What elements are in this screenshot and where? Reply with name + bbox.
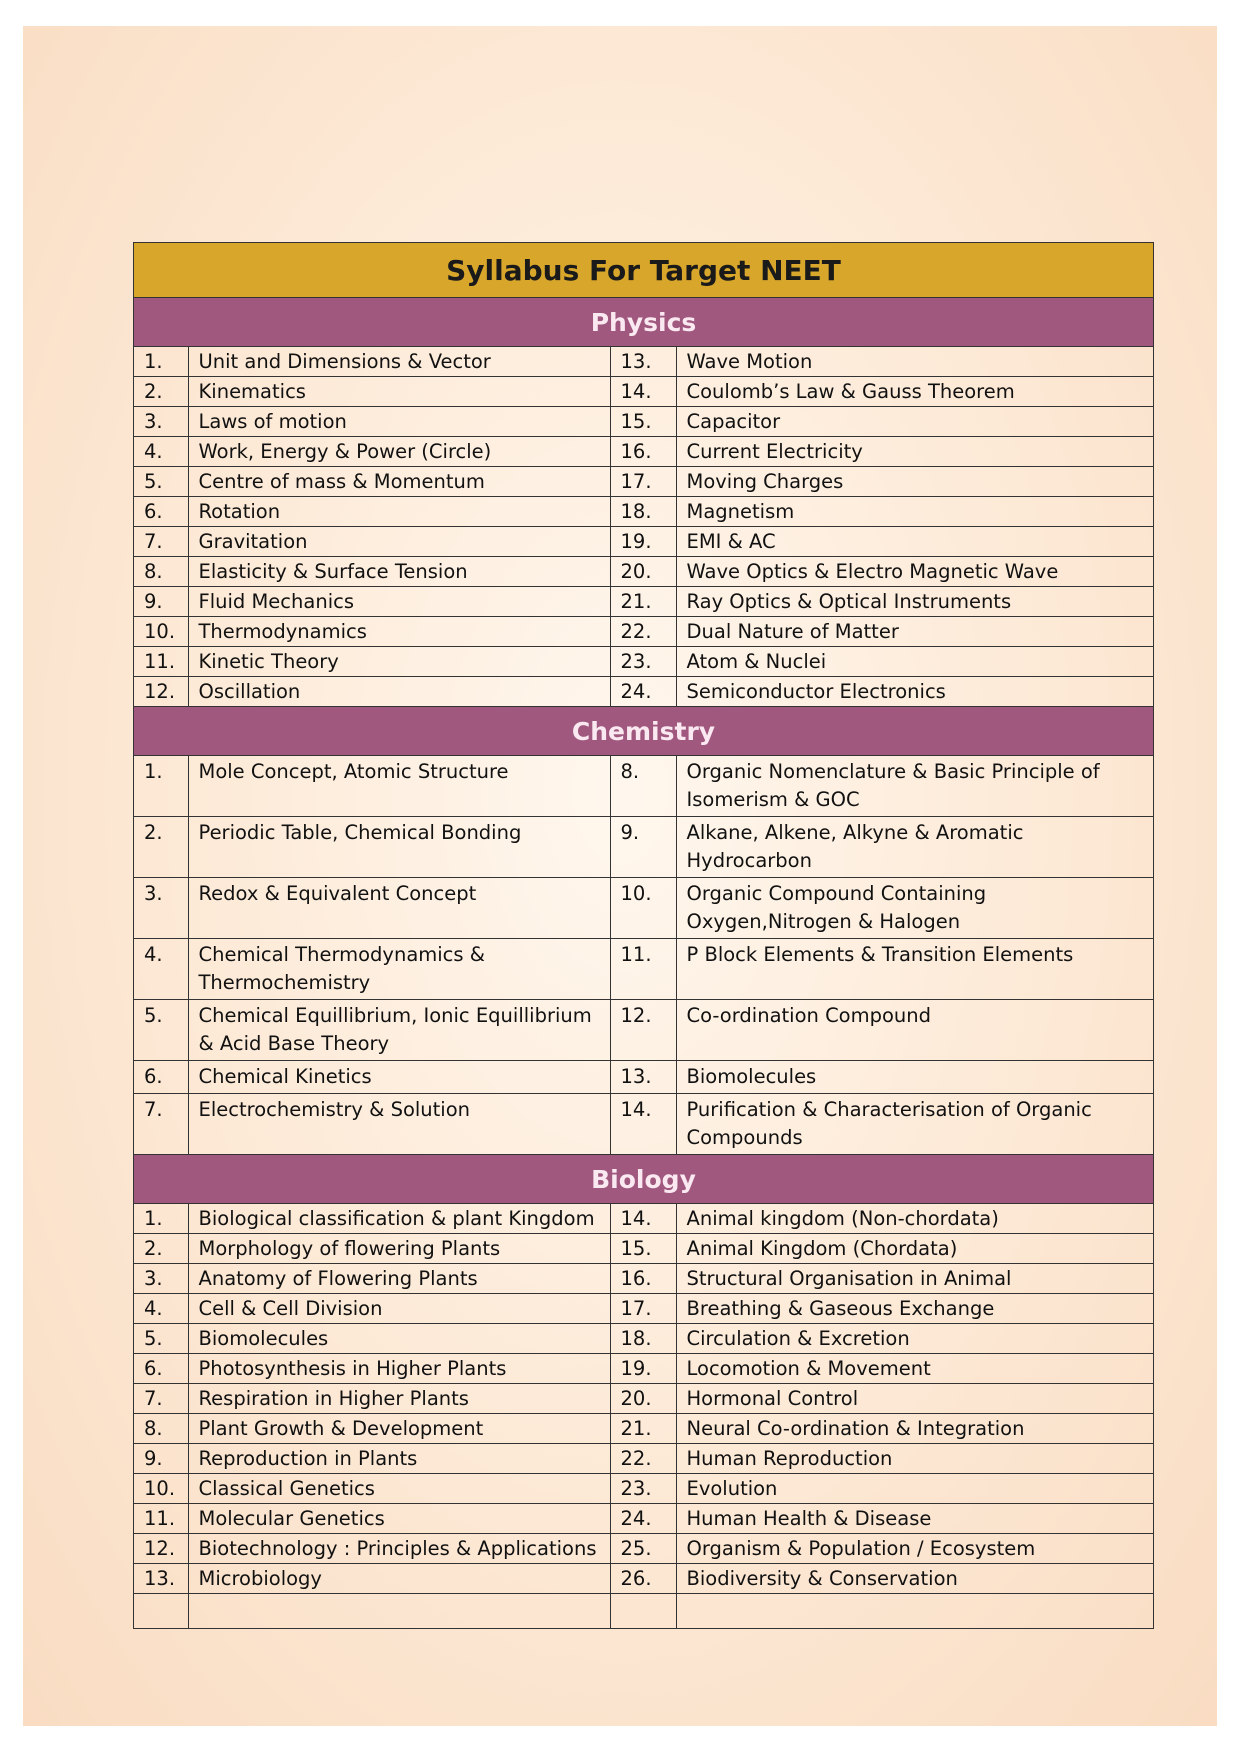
topic-name: Organism & Population / Ecosystem: [676, 1534, 1153, 1564]
table-row: [134, 1000, 1153, 1061]
topic-number: 14.: [610, 1094, 676, 1155]
topic-number: 1.: [134, 756, 188, 817]
table-row: [134, 527, 1153, 557]
table-row: [134, 878, 1153, 939]
topic-number: 4.: [134, 1294, 188, 1324]
topic-name: Cell & Cell Division: [188, 1294, 610, 1324]
topic-number: 11.: [610, 939, 676, 1000]
topic-name: Dual Nature of Matter: [676, 617, 1153, 647]
topic-name: Fluid Mechanics: [188, 587, 610, 617]
physics-table: [134, 347, 1153, 706]
topic-name: Microbiology: [188, 1564, 610, 1594]
syllabus-table: [133, 242, 1154, 1629]
topic-name: Hormonal Control: [676, 1384, 1153, 1414]
chemistry-table: [134, 756, 1153, 1154]
topic-number: 21.: [610, 1414, 676, 1444]
topic-number: 10.: [134, 617, 188, 647]
topic-name: Circulation & Excretion: [676, 1324, 1153, 1354]
topic-name: Kinematics: [188, 377, 610, 407]
table-row: [134, 677, 1153, 707]
topic-name: Wave Motion: [676, 347, 1153, 377]
table-row: [134, 1564, 1153, 1594]
topic-name: Redox & Equivalent Concept: [188, 878, 610, 939]
topic-number: 24.: [610, 1504, 676, 1534]
topic-number: 3.: [134, 407, 188, 437]
topic-name: Morphology of flowering Plants: [188, 1234, 610, 1264]
topic-name: Alkane, Alkene, Alkyne & Aromatic Hydrocarbon: [676, 817, 1153, 878]
topic-number: 23.: [610, 647, 676, 677]
topic-number: 23.: [610, 1474, 676, 1504]
table-row: [134, 756, 1153, 817]
topic-number: 22.: [610, 1444, 676, 1474]
topic-name: Electrochemistry & Solution: [188, 1094, 610, 1155]
topic-name: Human Health & Disease: [676, 1504, 1153, 1534]
topic-name: [676, 1594, 1153, 1629]
topic-number: 1.: [134, 347, 188, 377]
table-row: [134, 1534, 1153, 1564]
section-heading-biology: Biology: [134, 1154, 1153, 1204]
table-row: [134, 1444, 1153, 1474]
topic-name: Laws of motion: [188, 407, 610, 437]
topic-name: Animal kingdom (Non-chordata): [676, 1204, 1153, 1234]
topic-name: Atom & Nuclei: [676, 647, 1153, 677]
topic-number: 7.: [134, 527, 188, 557]
topic-number: 5.: [134, 467, 188, 497]
topic-number: 17.: [610, 1294, 676, 1324]
topic-number: 14.: [610, 1204, 676, 1234]
table-row: [134, 1324, 1153, 1354]
topic-number: 2.: [134, 377, 188, 407]
topic-name: Molecular Genetics: [188, 1504, 610, 1534]
topic-number: 12.: [134, 677, 188, 707]
topic-name: Current Electricity: [676, 437, 1153, 467]
table-row: [134, 817, 1153, 878]
topic-number: 6.: [134, 1354, 188, 1384]
topic-number: 8.: [610, 756, 676, 817]
topic-number: 2.: [134, 817, 188, 878]
table-row: [134, 1094, 1153, 1155]
table-row: [134, 557, 1153, 587]
topic-number: 19.: [610, 527, 676, 557]
topic-number: 1.: [134, 1204, 188, 1234]
topic-name: Organic Compound Containing Oxygen,Nitrogen & Halogen: [676, 878, 1153, 939]
topic-name: P Block Elements & Transition Elements: [676, 939, 1153, 1000]
topic-name: Coulomb’s Law & Gauss Theorem: [676, 377, 1153, 407]
table-row: [134, 1354, 1153, 1384]
topic-name: Unit and Dimensions & Vector: [188, 347, 610, 377]
topic-name: Plant Growth & Development: [188, 1414, 610, 1444]
topic-number: 12.: [134, 1534, 188, 1564]
table-row: [134, 617, 1153, 647]
topic-name: Co-ordination Compound: [676, 1000, 1153, 1061]
page-background: [23, 26, 1217, 1726]
topic-name: Centre of mass & Momentum: [188, 467, 610, 497]
topic-name: Photosynthesis in Higher Plants: [188, 1354, 610, 1384]
topic-name: Periodic Table, Chemical Bonding: [188, 817, 610, 878]
table-row: [134, 377, 1153, 407]
topic-number: 9.: [610, 817, 676, 878]
topic-number: 8.: [134, 1414, 188, 1444]
topic-name: Ray Optics & Optical Instruments: [676, 587, 1153, 617]
topic-number: 8.: [134, 557, 188, 587]
table-row: [134, 1414, 1153, 1444]
topic-name: Structural Organisation in Animal: [676, 1264, 1153, 1294]
table-row: [134, 1474, 1153, 1504]
topic-number: 10.: [610, 878, 676, 939]
topic-name: Respiration in Higher Plants: [188, 1384, 610, 1414]
page-title: Syllabus For Target NEET: [134, 243, 1153, 298]
topic-number: 15.: [610, 1234, 676, 1264]
topic-number: 13.: [610, 347, 676, 377]
table-row: [134, 1594, 1153, 1629]
topic-number: 7.: [134, 1384, 188, 1414]
table-row: [134, 467, 1153, 497]
topic-number: 19.: [610, 1354, 676, 1384]
topic-name: Classical Genetics: [188, 1474, 610, 1504]
topic-number: 20.: [610, 1384, 676, 1414]
table-row: [134, 1234, 1153, 1264]
topic-name: Biological classification & plant Kingdom: [188, 1204, 610, 1234]
table-row: [134, 437, 1153, 467]
topic-number: 6.: [134, 1061, 188, 1094]
table-row: [134, 407, 1153, 437]
topic-name: Animal Kingdom (Chordata): [676, 1234, 1153, 1264]
topic-number: 18.: [610, 497, 676, 527]
topic-number: 13.: [134, 1564, 188, 1594]
topic-number: 9.: [134, 1444, 188, 1474]
topic-number: 11.: [134, 1504, 188, 1534]
topic-name: Kinetic Theory: [188, 647, 610, 677]
biology-table: [134, 1204, 1153, 1628]
topic-name: EMI & AC: [676, 527, 1153, 557]
topic-number: 5.: [134, 1324, 188, 1354]
topic-number: 3.: [134, 878, 188, 939]
topic-name: Work, Energy & Power (Circle): [188, 437, 610, 467]
topic-number: 15.: [610, 407, 676, 437]
table-row: [134, 1294, 1153, 1324]
topic-name: Chemical Thermodynamics & Thermochemistry: [188, 939, 610, 1000]
topic-number: 26.: [610, 1564, 676, 1594]
topic-name: Wave Optics & Electro Magnetic Wave: [676, 557, 1153, 587]
topic-name: Chemical Kinetics: [188, 1061, 610, 1094]
topic-name: Biomolecules: [188, 1324, 610, 1354]
topic-name: Gravitation: [188, 527, 610, 557]
table-row: [134, 1504, 1153, 1534]
topic-name: Biotechnology : Principles & Applications: [188, 1534, 610, 1564]
topic-number: 17.: [610, 467, 676, 497]
section-heading-physics: Physics: [134, 298, 1153, 347]
topic-name: Thermodynamics: [188, 617, 610, 647]
topic-name: Moving Charges: [676, 467, 1153, 497]
table-row: [134, 587, 1153, 617]
table-row: [134, 647, 1153, 677]
topic-number: [610, 1594, 676, 1629]
topic-name: Elasticity & Surface Tension: [188, 557, 610, 587]
topic-name: Breathing & Gaseous Exchange: [676, 1294, 1153, 1324]
topic-number: 20.: [610, 557, 676, 587]
topic-number: 21.: [610, 587, 676, 617]
topic-name: Capacitor: [676, 407, 1153, 437]
topic-name: Neural Co-ordination & Integration: [676, 1414, 1153, 1444]
table-row: [134, 1061, 1153, 1094]
topic-number: 5.: [134, 1000, 188, 1061]
topic-number: 18.: [610, 1324, 676, 1354]
table-row: [134, 1384, 1153, 1414]
topic-name: Chemical Equillibrium, Ionic Equillibrium & Acid Base Theory: [188, 1000, 610, 1061]
topic-name: Biomolecules: [676, 1061, 1153, 1094]
topic-number: 25.: [610, 1534, 676, 1564]
topic-number: 22.: [610, 617, 676, 647]
section-heading-chemistry: Chemistry: [134, 706, 1153, 756]
topic-number: 24.: [610, 677, 676, 707]
topic-number: 9.: [134, 587, 188, 617]
topic-number: 4.: [134, 939, 188, 1000]
topic-name: Human Reproduction: [676, 1444, 1153, 1474]
table-row: [134, 939, 1153, 1000]
topic-number: 12.: [610, 1000, 676, 1061]
topic-name: Oscillation: [188, 677, 610, 707]
topic-number: 3.: [134, 1264, 188, 1294]
topic-number: 7.: [134, 1094, 188, 1155]
topic-number: 13.: [610, 1061, 676, 1094]
topic-name: Magnetism: [676, 497, 1153, 527]
topic-name: Semiconductor Electronics: [676, 677, 1153, 707]
topic-number: 16.: [610, 1264, 676, 1294]
topic-name: Mole Concept, Atomic Structure: [188, 756, 610, 817]
topic-name: Anatomy of Flowering Plants: [188, 1264, 610, 1294]
topic-name: Evolution: [676, 1474, 1153, 1504]
topic-number: [134, 1594, 188, 1629]
topic-number: 14.: [610, 377, 676, 407]
topic-number: 2.: [134, 1234, 188, 1264]
topic-number: 10.: [134, 1474, 188, 1504]
topic-number: 16.: [610, 437, 676, 467]
topic-number: 11.: [134, 647, 188, 677]
topic-name: Locomotion & Movement: [676, 1354, 1153, 1384]
topic-name: [188, 1594, 610, 1629]
topic-name: Purification & Characterisation of Organic Compounds: [676, 1094, 1153, 1155]
topic-name: Rotation: [188, 497, 610, 527]
table-row: [134, 1204, 1153, 1234]
topic-name: Reproduction in Plants: [188, 1444, 610, 1474]
table-row: [134, 347, 1153, 377]
table-row: [134, 1264, 1153, 1294]
topic-name: Biodiversity & Conservation: [676, 1564, 1153, 1594]
topic-number: 4.: [134, 437, 188, 467]
topic-name: Organic Nomenclature & Basic Principle of Isomerism & GOC: [676, 756, 1153, 817]
table-row: [134, 497, 1153, 527]
topic-number: 6.: [134, 497, 188, 527]
